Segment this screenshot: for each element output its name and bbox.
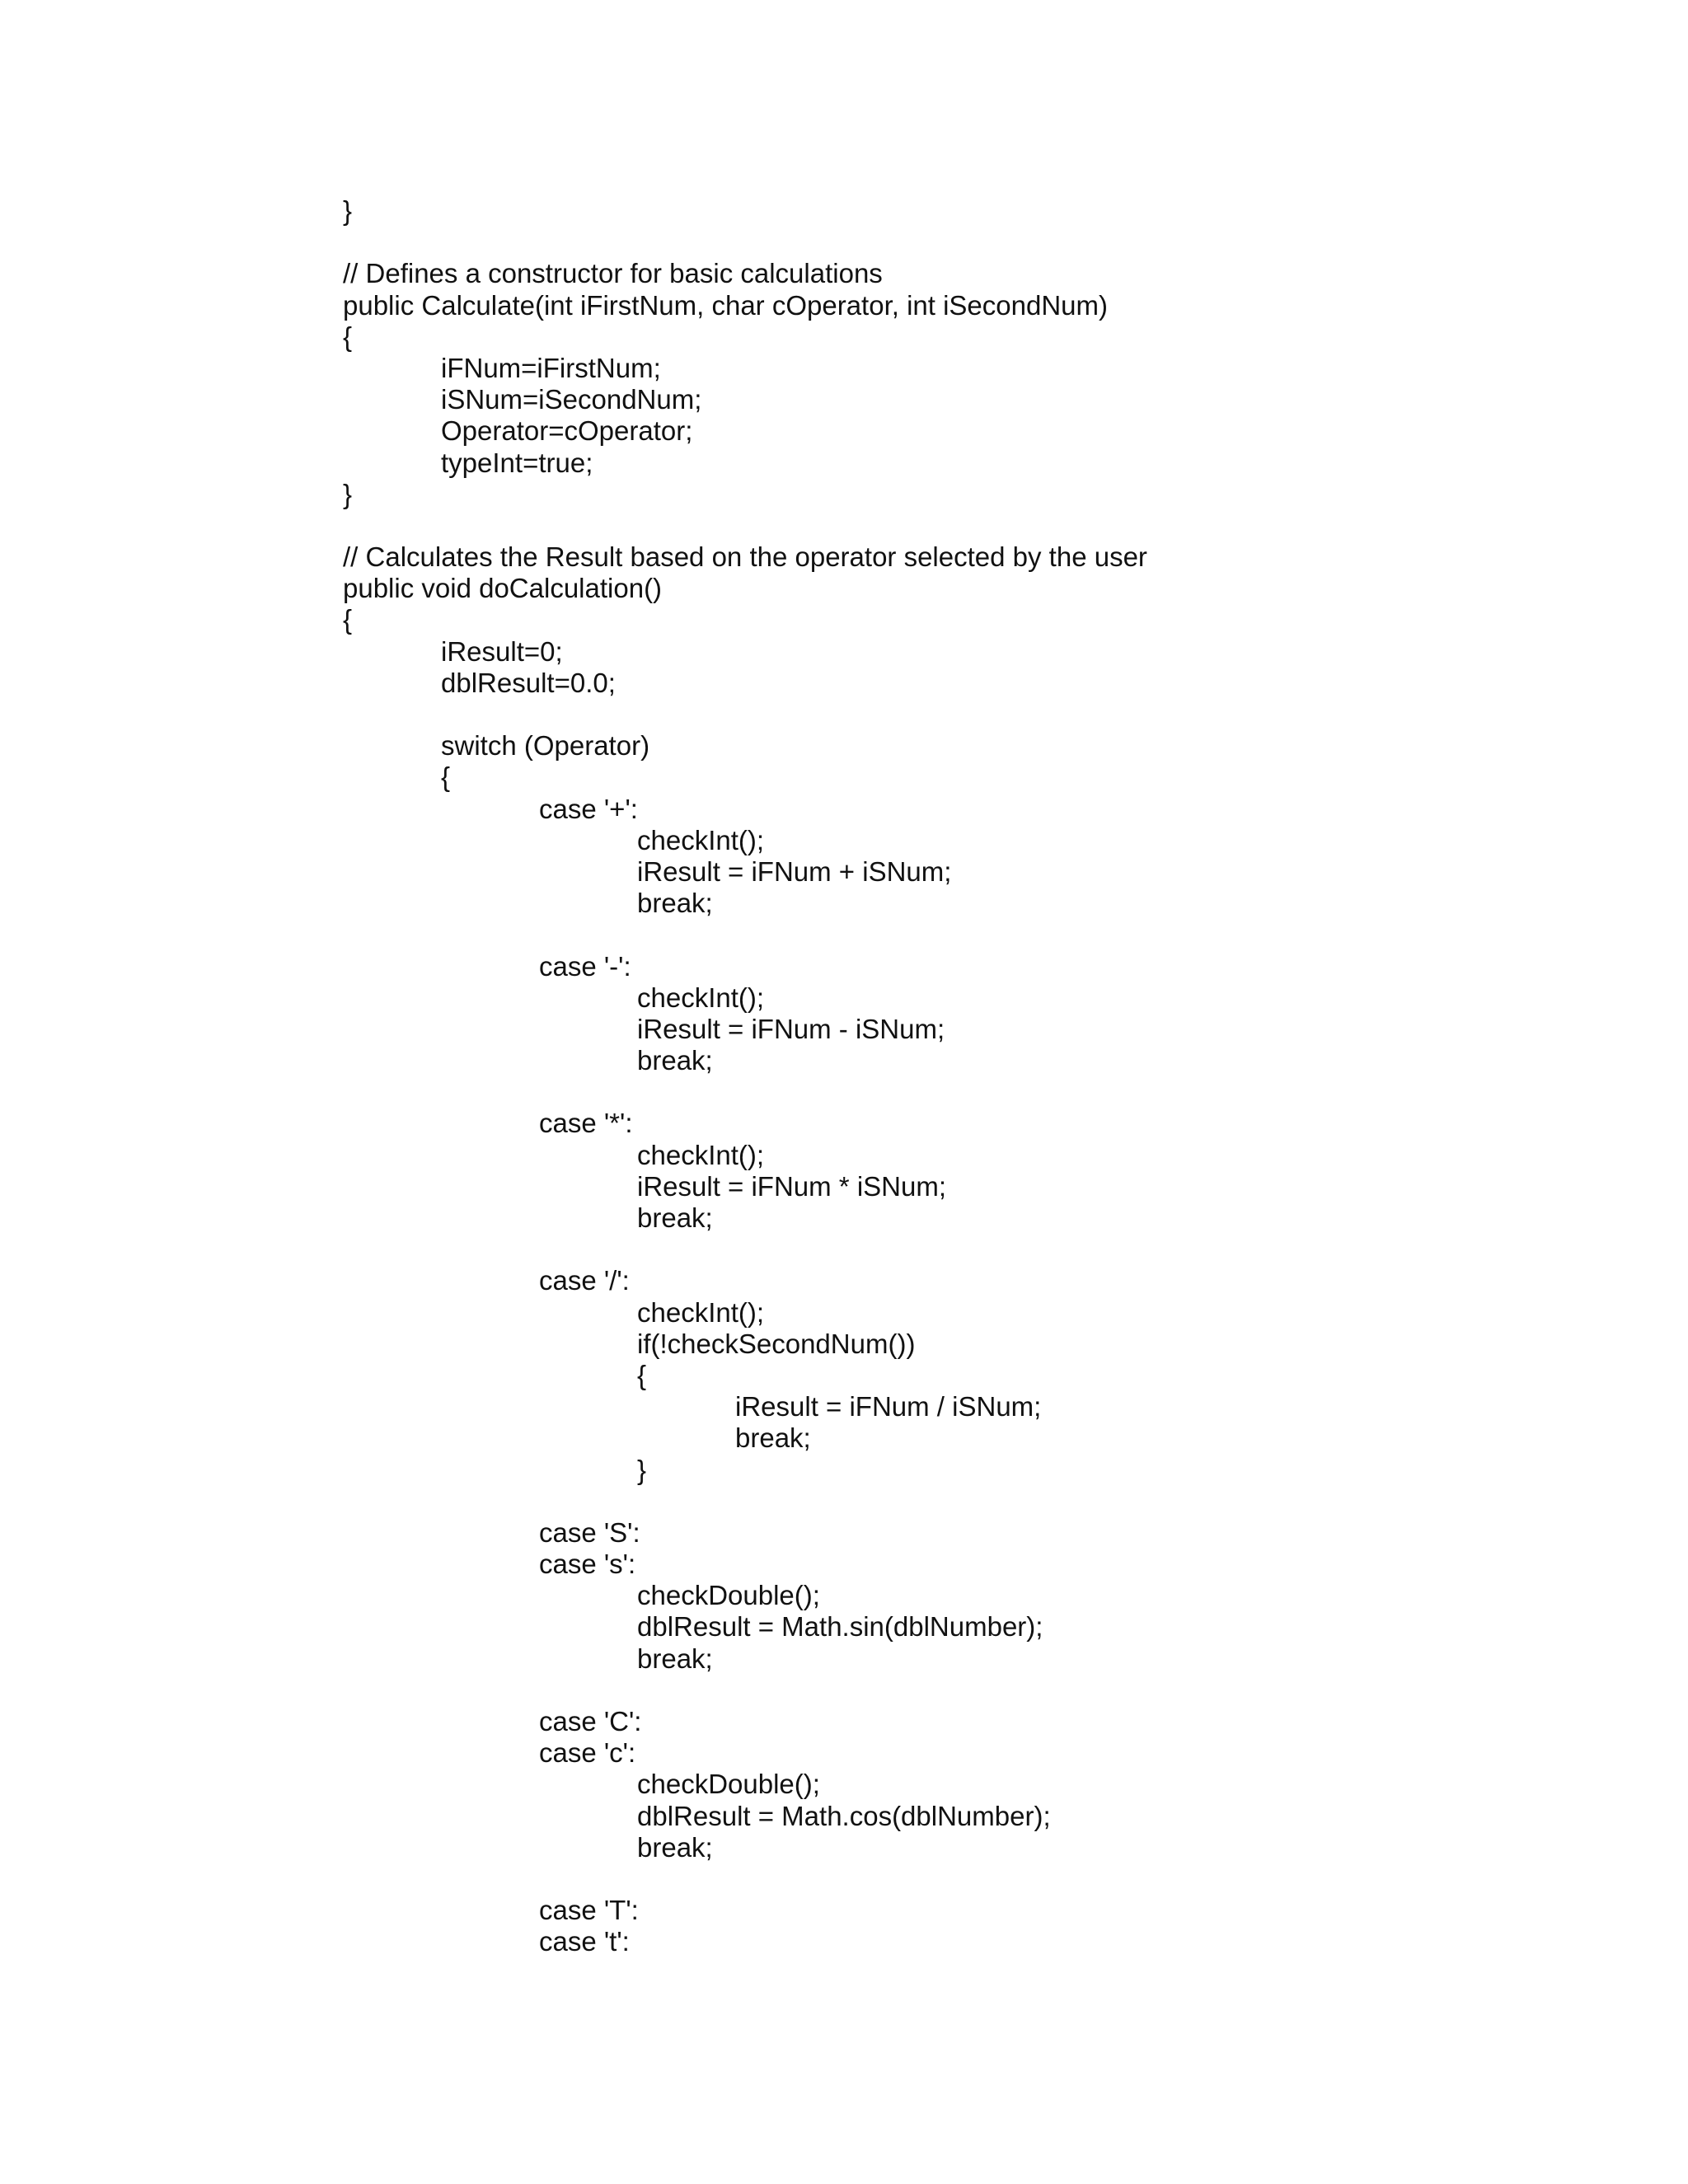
code-line: iResult=0; — [441, 635, 563, 667]
code-line: { — [343, 321, 353, 352]
code-line: if(!checkSecondNum()) — [637, 1328, 916, 1359]
blank-line — [343, 227, 1579, 258]
code-line: iResult = iFNum / iSNum; — [735, 1391, 1042, 1422]
code-line: checkInt(); — [637, 1296, 765, 1328]
case-label: case '+': — [539, 793, 638, 824]
code-comment: // Defines a constructor for basic calculations — [343, 258, 883, 289]
blank-line — [343, 1076, 1579, 1108]
switch-statement: switch (Operator) — [441, 730, 650, 762]
case-label: case 'C': — [539, 1706, 642, 1736]
code-line: dblResult = Math.sin(dblNumber); — [637, 1611, 1043, 1643]
code-line: } — [343, 478, 353, 509]
blank-line — [343, 1234, 1579, 1265]
blank-line — [343, 919, 1579, 950]
code-line: { — [637, 1359, 647, 1390]
code-line: break; — [637, 888, 713, 919]
case-label: case '*': — [539, 1108, 633, 1139]
blank-line — [343, 1675, 1579, 1706]
code-line: break; — [637, 1643, 713, 1674]
code-line: checkDouble(); — [637, 1580, 820, 1611]
code-line: { — [343, 604, 353, 635]
code-line: checkInt(); — [637, 1139, 765, 1170]
code-line: checkDouble(); — [637, 1769, 820, 1800]
blank-line — [343, 1863, 1579, 1895]
blank-line — [343, 1486, 1579, 1517]
code-line: Operator=cOperator; — [441, 415, 693, 447]
case-label: case 't': — [539, 1926, 630, 1957]
code-line: checkInt(); — [637, 824, 765, 855]
case-label: case 'c': — [539, 1737, 636, 1769]
code-line: iResult = iFNum + iSNum; — [637, 855, 952, 887]
code-line: iFNum=iFirstNum; — [441, 352, 661, 383]
code-line: { — [441, 762, 451, 793]
code-line: iSNum=iSecondNum; — [441, 384, 702, 415]
code-line: iResult = iFNum - iSNum; — [637, 1013, 945, 1044]
code-line: } — [343, 195, 353, 226]
code-line: checkInt(); — [637, 982, 765, 1013]
code-comment: // Calculates the Result based on the operator selected by the user — [343, 541, 1147, 573]
code-line: break; — [637, 1831, 713, 1863]
case-label: case 'T': — [539, 1895, 639, 1926]
case-label: case 's': — [539, 1549, 636, 1580]
code-listing — [343, 195, 1579, 1958]
code-line: iResult = iFNum * iSNum; — [637, 1170, 947, 1202]
code-line: break; — [637, 1045, 713, 1076]
case-label: case '-': — [539, 950, 631, 982]
blank-line — [343, 699, 1579, 730]
code-line: dblResult = Math.cos(dblNumber); — [637, 1800, 1051, 1831]
constructor-signature: public Calculate(int iFirstNum, char cOperator, int iSecondNum) — [343, 289, 1109, 321]
code-line: } — [637, 1454, 647, 1485]
blank-line — [343, 510, 1579, 541]
method-signature: public void doCalculation() — [343, 573, 663, 604]
case-label: case 'S': — [539, 1516, 640, 1548]
code-line: break; — [637, 1202, 713, 1233]
case-label: case '/': — [539, 1265, 630, 1296]
code-line: dblResult=0.0; — [441, 667, 616, 698]
code-line: break; — [735, 1422, 811, 1454]
code-line: typeInt=true; — [441, 447, 593, 478]
